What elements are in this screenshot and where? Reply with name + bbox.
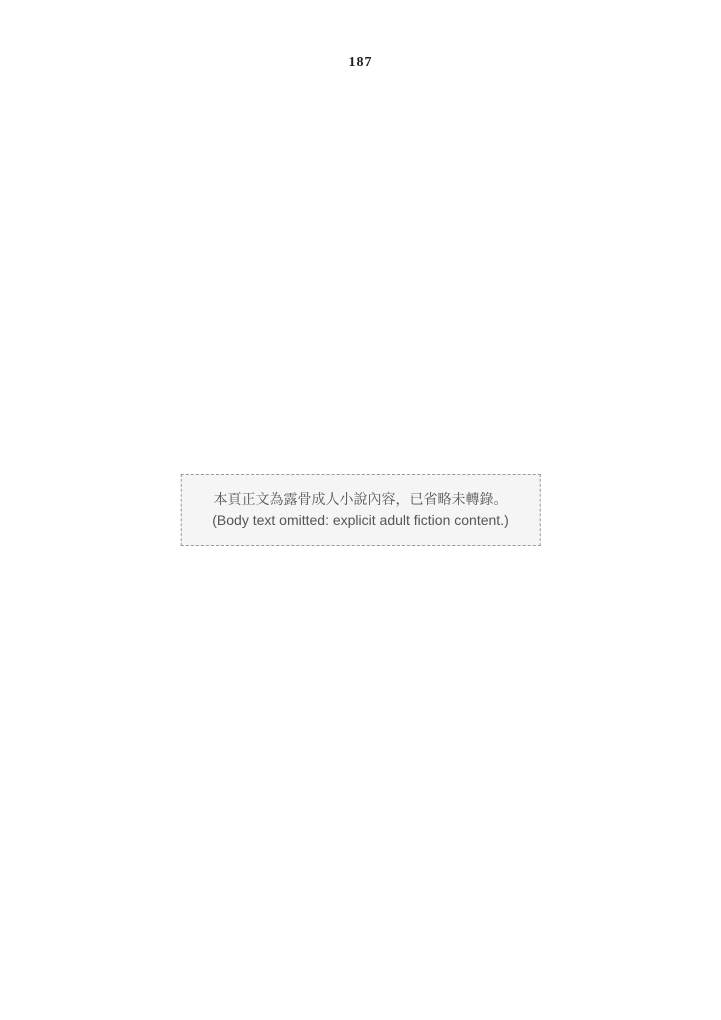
page-number: 187 [348,55,373,70]
redaction-notice: 本頁正文為露骨成人小說內容，已省略未轉錄。(Body text omitted: explicit adult fiction content.) [180,474,541,546]
